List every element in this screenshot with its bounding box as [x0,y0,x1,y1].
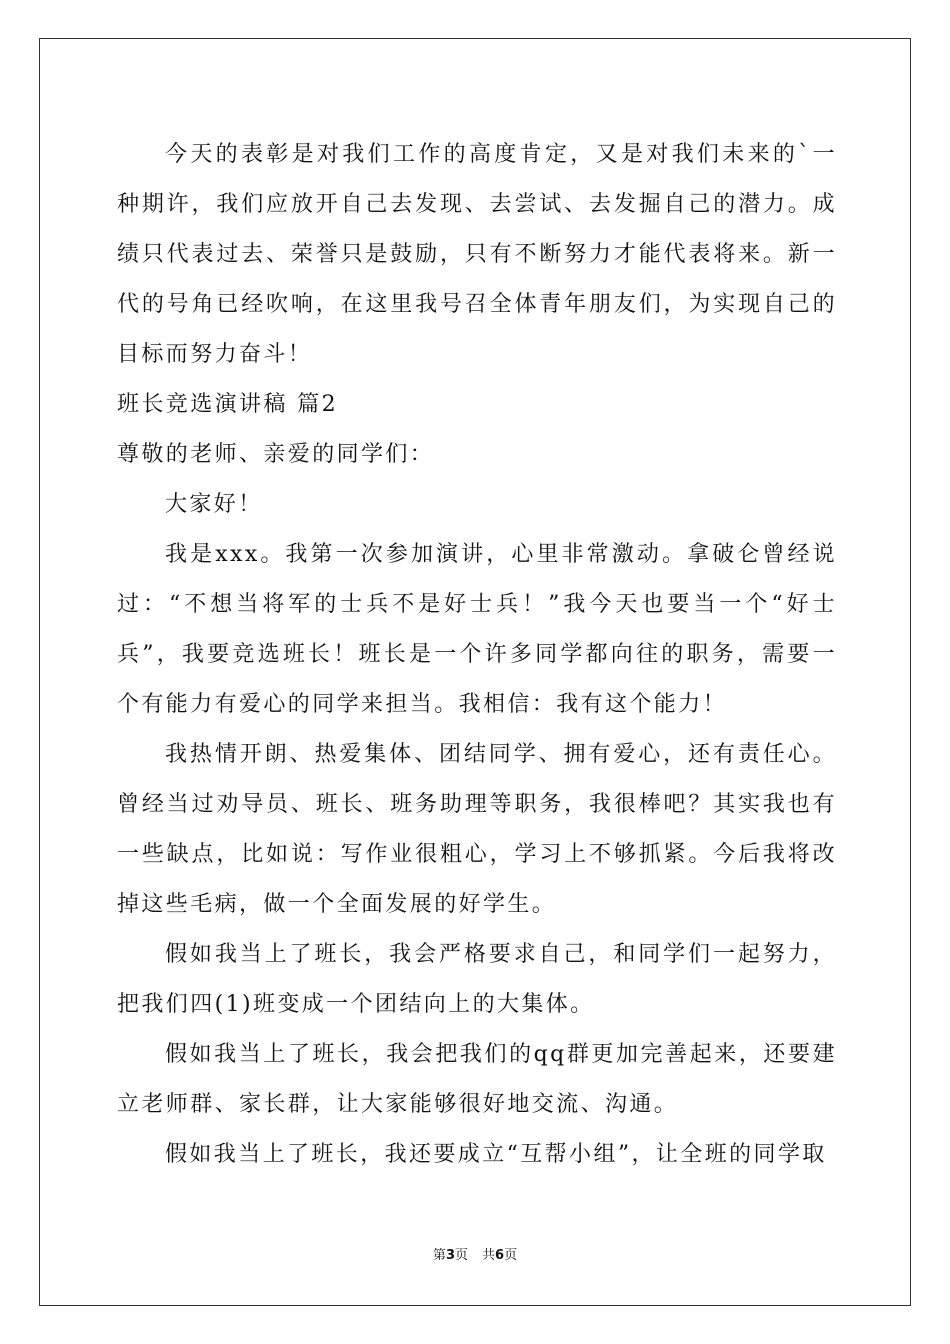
total-suffix: 页 [504,1248,518,1263]
page-footer [0,1244,950,1263]
page-suffix: 页 [454,1248,468,1263]
salutation: 尊敬的老师、亲爱的同学们： [117,442,435,467]
total-pages: 6 [495,1248,505,1263]
paragraph-self-description: 我热情开朗、热爱集体、团结同学、拥有爱心，还有责任心。曾经当过劝导员、班长、班务助理等职务，我很棒吧？其实我也有一些缺点，比如说：写作业很粗心，学习上不够抓紧。今后我将改掉这些毛病，做一个全面发展的好学生。 [117,742,837,917]
document-body [117,130,837,1180]
paragraph-plan-2: 假如我当上了班长，我会把我们的qq群更加完善起来，还要建立老师群、家长群，让大家能够很好地交流、沟通。 [117,1042,837,1117]
paragraph-1: 今天的表彰是对我们工作的高度肯定，又是对我们未来的`一种期许，我们应放开自己去发现、去尝试、去发掘自己的潜力。成绩只代表过去、荣誉只是鼓励，只有不断努力才能代表将来。新一代的号角已经吹响，在这里我号召全体青年朋友们，为实现自己的目标而努力奋斗！ [117,142,837,367]
paragraph-intro: 我是xxx。我第一次参加演讲，心里非常激动。拿破仑曾经说过：“不想当将军的士兵不是好士兵！”我今天也要当一个“好士兵”，我要竞选班长！班长是一个许多同学都向往的职务，需要一个有能力有爱心的同学来担当。我相信：我有这个能力！ [117,542,837,717]
section-heading: 班长竞选演讲稿 篇2 [117,392,338,417]
page-number: 3 [445,1248,455,1263]
page-prefix: 第 [432,1248,446,1263]
paragraph-plan-1: 假如我当上了班长，我会严格要求自己，和同学们一起努力，把我们四(1)班变成一个团结向上的大集体。 [117,942,837,1017]
greeting: 大家好！ [165,492,263,517]
total-prefix: 共 [482,1248,496,1263]
paragraph-plan-3: 假如我当上了班长，我还要成立“互帮小组”，让全班的同学取 [165,1142,827,1167]
